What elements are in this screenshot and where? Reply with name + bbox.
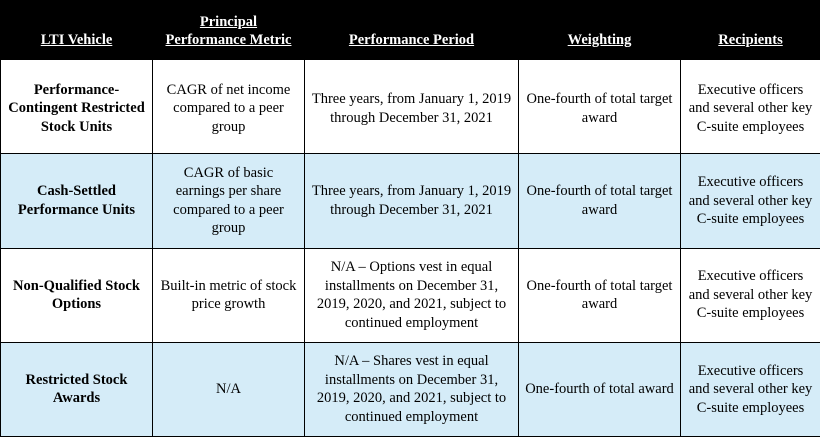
cell-weighting: One-fourth of total target award	[519, 248, 681, 342]
header-weighting: Weighting	[519, 1, 681, 60]
cell-recipients: Executive officers and several other key C-suite employees	[681, 342, 820, 436]
header-lti-vehicle: LTI Vehicle	[1, 1, 153, 60]
cell-metric: Built-in metric of stock price growth	[153, 248, 305, 342]
header-recipients: Recipients	[681, 1, 820, 60]
cell-period: N/A – Options vest in equal installments on December 31, 2019, 2020, and 2021, subject to continued employment	[305, 248, 519, 342]
cell-metric: N/A	[153, 342, 305, 436]
table-row	[1, 248, 820, 342]
cell-metric: CAGR of net income compared to a peer group	[153, 60, 305, 154]
table-row	[1, 342, 820, 436]
cell-recipients: Executive officers and several other key C-suite employees	[681, 154, 820, 248]
cell-period: Three years, from January 1, 2019 through December 31, 2021	[305, 60, 519, 154]
table-header	[1, 1, 820, 60]
header-principal-performance-metric: Principal Performance Metric	[153, 1, 305, 60]
header-performance-period: Performance Period	[305, 1, 519, 60]
cell-recipients: Executive officers and several other key C-suite employees	[681, 248, 820, 342]
cell-vehicle: Restricted Stock Awards	[1, 342, 153, 436]
cell-vehicle: Non-Qualified Stock Options	[1, 248, 153, 342]
table-body	[1, 60, 820, 437]
cell-recipients: Executive officers and several other key C-suite employees	[681, 60, 820, 154]
table-row	[1, 154, 820, 248]
cell-weighting: One-fourth of total target award	[519, 60, 681, 154]
cell-metric: CAGR of basic earnings per share compared to a peer group	[153, 154, 305, 248]
cell-vehicle: Cash-Settled Performance Units	[1, 154, 153, 248]
cell-period: N/A – Shares vest in equal installments on December 31, 2019, 2020, and 2021, subject to continued employment	[305, 342, 519, 436]
cell-weighting: One-fourth of total award	[519, 342, 681, 436]
table-row	[1, 60, 820, 154]
cell-weighting: One-fourth of total target award	[519, 154, 681, 248]
cell-vehicle: Performance-Contingent Restricted Stock Units	[1, 60, 153, 154]
header-row	[1, 1, 820, 60]
cell-period: Three years, from January 1, 2019 through December 31, 2021	[305, 154, 519, 248]
